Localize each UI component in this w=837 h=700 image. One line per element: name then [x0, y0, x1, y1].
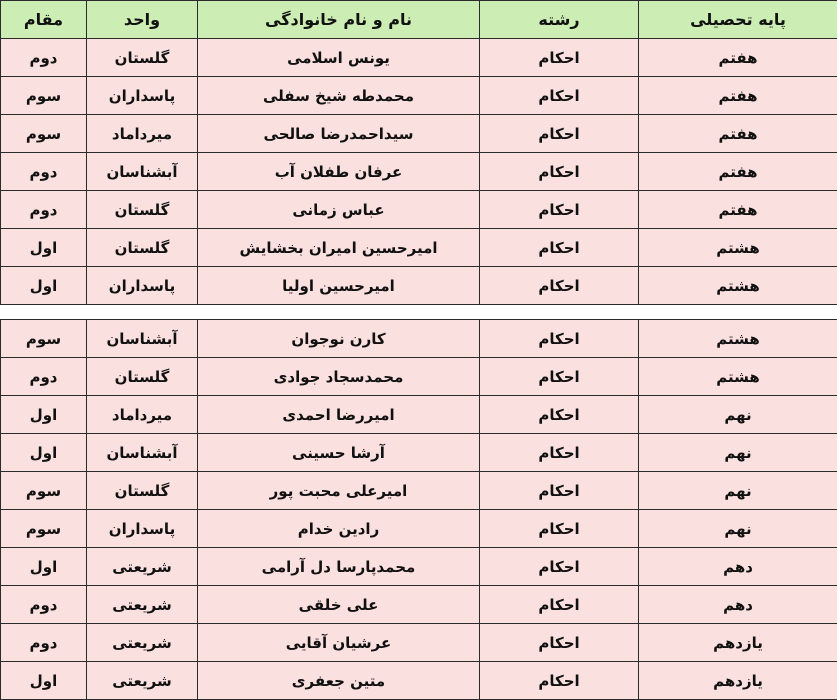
cell-field: احکام: [480, 396, 639, 434]
spacer-row: [1, 305, 837, 320]
cell-grade: هشتم: [639, 320, 837, 358]
cell-rank: سوم: [1, 472, 87, 510]
cell-field: احکام: [480, 320, 639, 358]
cell-grade: نهم: [639, 472, 837, 510]
cell-unit: پاسداران: [87, 77, 198, 115]
cell-grade: هشتم: [639, 229, 837, 267]
spacer-cell: [1, 305, 837, 320]
cell-unit: آبشناسان: [87, 153, 198, 191]
cell-name: محمدپارسا دل آرامی: [198, 548, 480, 586]
cell-grade: نهم: [639, 396, 837, 434]
cell-unit: گلستان: [87, 472, 198, 510]
cell-rank: سوم: [1, 510, 87, 548]
header-rank: مقام: [1, 1, 87, 39]
cell-field: احکام: [480, 472, 639, 510]
cell-unit: میرداماد: [87, 396, 198, 434]
table-row: [1, 77, 837, 115]
cell-grade: هشتم: [639, 358, 837, 396]
cell-grade: دهم: [639, 548, 837, 586]
cell-rank: دوم: [1, 624, 87, 662]
cell-rank: دوم: [1, 191, 87, 229]
cell-rank: سوم: [1, 320, 87, 358]
table-row: [1, 624, 837, 662]
cell-field: احکام: [480, 510, 639, 548]
cell-grade: هشتم: [639, 267, 837, 305]
cell-unit: گلستان: [87, 358, 198, 396]
table-body: [1, 39, 837, 700]
cell-rank: اول: [1, 662, 87, 700]
table-row: [1, 472, 837, 510]
cell-name: عباس زمانی: [198, 191, 480, 229]
cell-field: احکام: [480, 191, 639, 229]
cell-rank: اول: [1, 267, 87, 305]
cell-grade: دهم: [639, 586, 837, 624]
cell-field: احکام: [480, 77, 639, 115]
cell-field: احکام: [480, 267, 639, 305]
cell-name: محمدطه شیخ سفلی: [198, 77, 480, 115]
cell-name: محمدسجاد جوادی: [198, 358, 480, 396]
cell-rank: اول: [1, 229, 87, 267]
cell-field: احکام: [480, 586, 639, 624]
cell-field: احکام: [480, 434, 639, 472]
cell-name: امیرحسین اولیا: [198, 267, 480, 305]
table-row: [1, 358, 837, 396]
cell-name: امیرعلی محبت پور: [198, 472, 480, 510]
table-row: [1, 267, 837, 305]
cell-rank: اول: [1, 434, 87, 472]
table-row: [1, 39, 837, 77]
cell-unit: گلستان: [87, 39, 198, 77]
table-row: [1, 586, 837, 624]
cell-name: یونس اسلامی: [198, 39, 480, 77]
cell-name: متین جعفری: [198, 662, 480, 700]
cell-name: علی خلقی: [198, 586, 480, 624]
cell-field: احکام: [480, 153, 639, 191]
cell-unit: شریعتی: [87, 662, 198, 700]
cell-grade: هفتم: [639, 39, 837, 77]
cell-name: کارن نوجوان: [198, 320, 480, 358]
cell-rank: دوم: [1, 586, 87, 624]
cell-unit: شریعتی: [87, 624, 198, 662]
cell-name: رادین خدام: [198, 510, 480, 548]
cell-unit: آبشناسان: [87, 434, 198, 472]
cell-unit: شریعتی: [87, 586, 198, 624]
cell-unit: شریعتی: [87, 548, 198, 586]
cell-grade: نهم: [639, 434, 837, 472]
table-row: [1, 662, 837, 700]
cell-grade: هفتم: [639, 191, 837, 229]
cell-name: امیرحسین امیران بخشایش: [198, 229, 480, 267]
cell-rank: سوم: [1, 115, 87, 153]
header-name: نام و نام خانوادگی: [198, 1, 480, 39]
cell-rank: اول: [1, 396, 87, 434]
table-row: [1, 434, 837, 472]
table-row: [1, 191, 837, 229]
cell-grade: نهم: [639, 510, 837, 548]
cell-field: احکام: [480, 39, 639, 77]
cell-unit: گلستان: [87, 229, 198, 267]
cell-unit: پاسداران: [87, 267, 198, 305]
table-row: [1, 153, 837, 191]
table-row: [1, 510, 837, 548]
cell-rank: دوم: [1, 358, 87, 396]
cell-unit: پاسداران: [87, 510, 198, 548]
cell-rank: اول: [1, 548, 87, 586]
cell-rank: دوم: [1, 153, 87, 191]
cell-grade: هفتم: [639, 115, 837, 153]
cell-field: احکام: [480, 548, 639, 586]
cell-grade: هفتم: [639, 153, 837, 191]
cell-unit: گلستان: [87, 191, 198, 229]
cell-field: احکام: [480, 229, 639, 267]
cell-name: عرفان طفلان آب: [198, 153, 480, 191]
cell-grade: هفتم: [639, 77, 837, 115]
table-row: [1, 229, 837, 267]
cell-unit: میرداماد: [87, 115, 198, 153]
header-row: [1, 1, 837, 39]
table-row: [1, 115, 837, 153]
header-unit: واحد: [87, 1, 198, 39]
table-row: [1, 320, 837, 358]
cell-name: امیررضا احمدی: [198, 396, 480, 434]
cell-unit: آبشناسان: [87, 320, 198, 358]
cell-field: احکام: [480, 662, 639, 700]
cell-rank: سوم: [1, 77, 87, 115]
cell-field: احکام: [480, 624, 639, 662]
table-row: [1, 396, 837, 434]
cell-name: آرشا حسینی: [198, 434, 480, 472]
cell-grade: یازدهم: [639, 662, 837, 700]
header-grade: پایه تحصیلی: [639, 1, 837, 39]
cell-name: سیداحمدرضا صالحی: [198, 115, 480, 153]
cell-name: عرشیان آقایی: [198, 624, 480, 662]
cell-grade: یازدهم: [639, 624, 837, 662]
header-field: رشته: [480, 1, 639, 39]
cell-rank: دوم: [1, 39, 87, 77]
cell-field: احکام: [480, 358, 639, 396]
table-row: [1, 548, 837, 586]
cell-field: احکام: [480, 115, 639, 153]
